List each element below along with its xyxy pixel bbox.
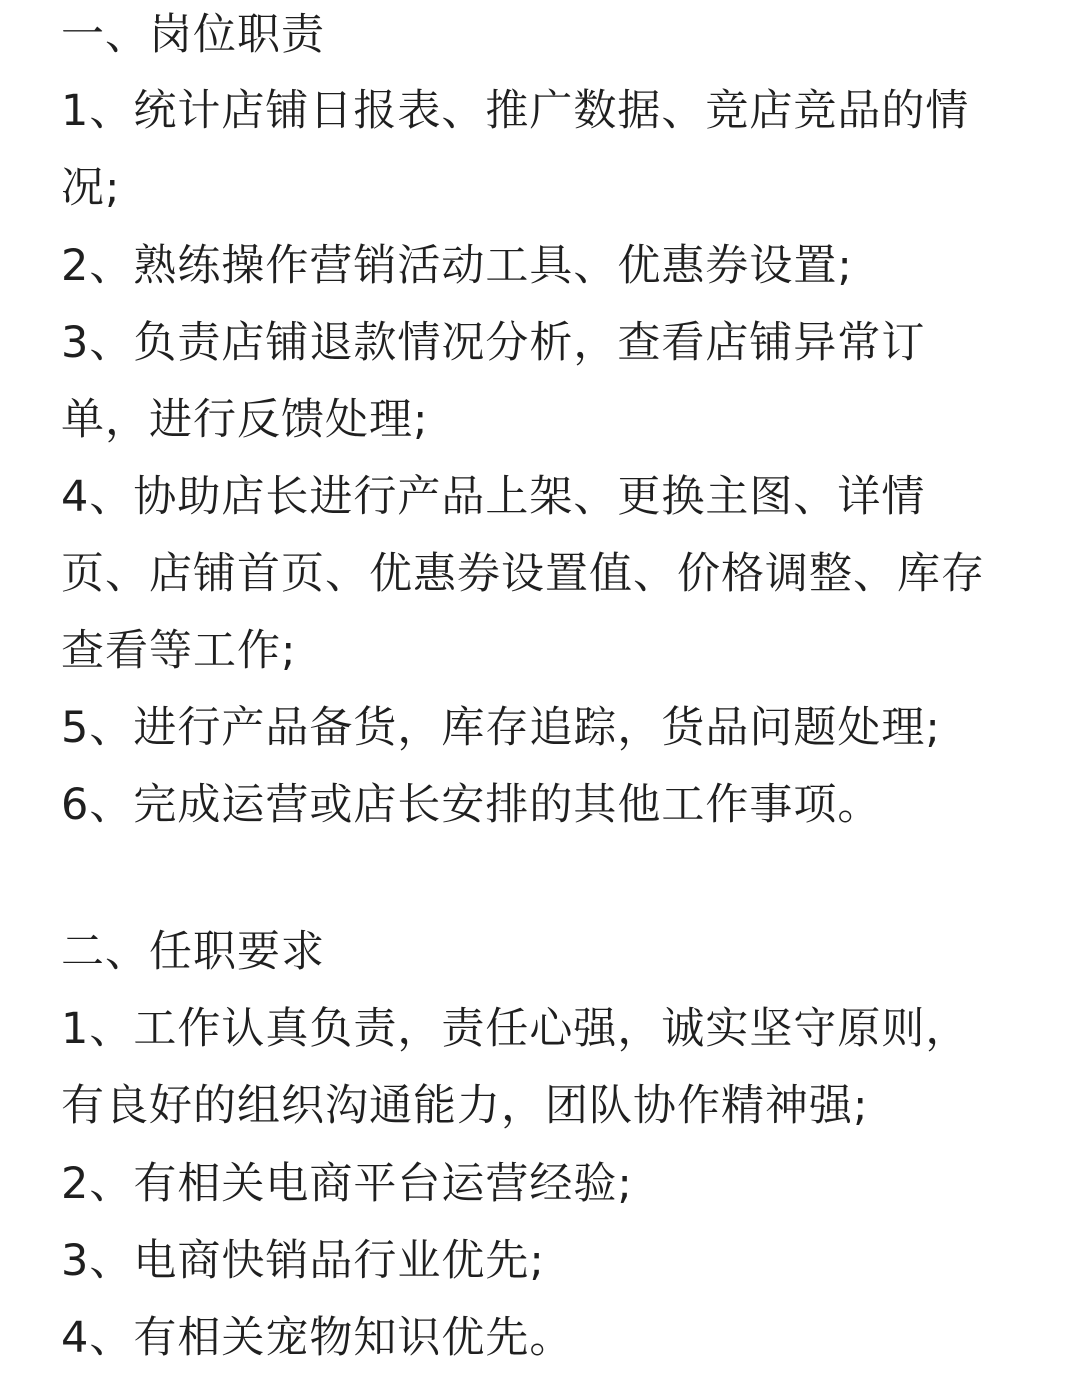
section-1-line: 3、负责店铺退款情况分析，查看店铺异常订 bbox=[61, 318, 926, 368]
section-1-line: 单，进行反馈处理; bbox=[61, 395, 429, 445]
section-1-line: 1、统计店铺日报表、推广数据、竞店竞品的情 bbox=[61, 86, 970, 136]
section-2-heading: 二、任职要求 bbox=[61, 927, 325, 977]
section-1-line: 页、店铺首页、优惠券设置值、价格调整、库存 bbox=[61, 549, 985, 599]
section-2-line: 3、电商快销品行业优先; bbox=[61, 1236, 545, 1286]
section-1-heading: 一、岗位职责 bbox=[61, 10, 325, 60]
section-2-line: 1、工作认真负责，责任心强，诚实坚守原则， bbox=[61, 1004, 970, 1054]
section-1-line: 2、熟练操作营销活动工具、优惠券设置; bbox=[61, 241, 853, 291]
section-1-line: 况; bbox=[61, 163, 121, 213]
section-1-line: 6、完成运营或店长安排的其他工作事项。 bbox=[61, 780, 882, 830]
section-1-line: 4、协助店长进行产品上架、更换主图、详情 bbox=[61, 472, 926, 522]
section-2-line: 有良好的组织沟通能力，团队协作精神强; bbox=[61, 1081, 869, 1131]
section-1-line: 5、进行产品备货，库存追踪，货品问题处理; bbox=[61, 703, 941, 753]
section-1-line: 查看等工作; bbox=[61, 626, 297, 676]
section-2-line: 2、有相关电商平台运营经验; bbox=[61, 1159, 633, 1209]
section-2-line: 4、有相关宠物知识优先。 bbox=[61, 1313, 574, 1363]
